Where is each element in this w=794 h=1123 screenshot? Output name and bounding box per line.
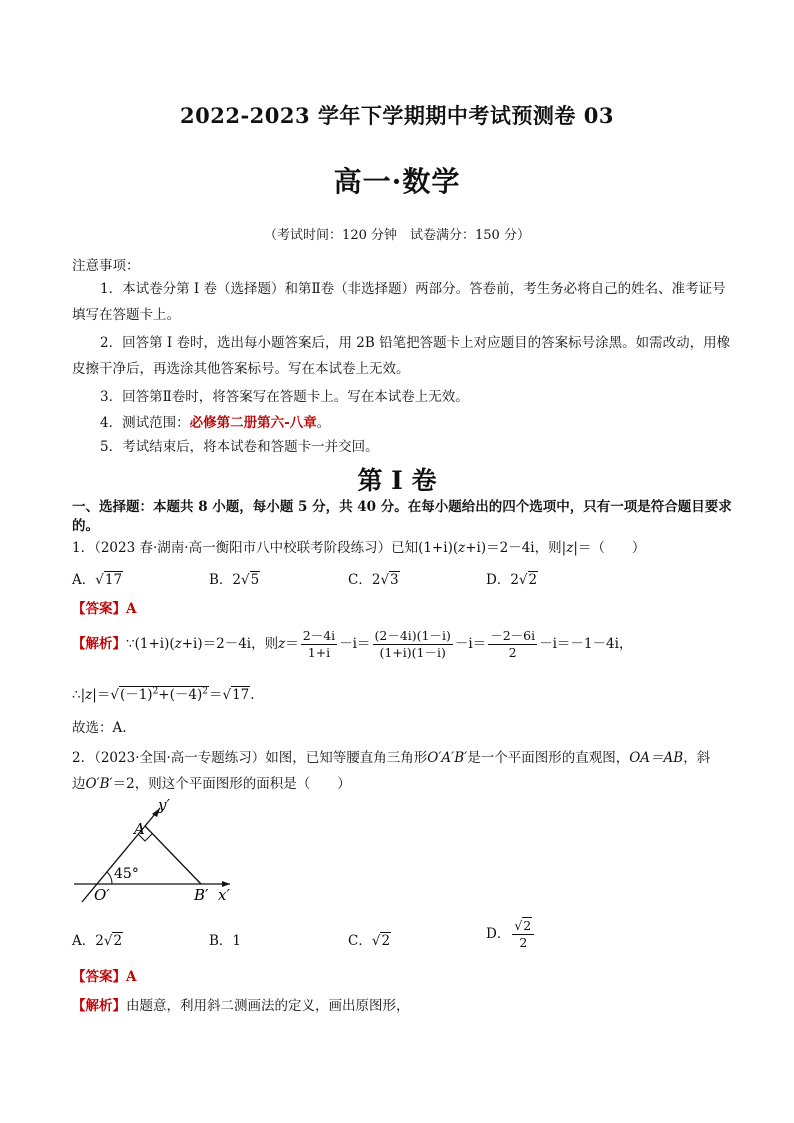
notice-item-2: 2．回答第 I 卷时，选出每小题答案后，用 2B 铅笔把答题卡上对应题目的答案标号涂黑。如需改动，用橡皮擦干净后，再选涂其他答案标号。写在本试卷上无效。: [72, 335, 731, 377]
subject-title: 高一·数学: [333, 165, 461, 198]
q2-option-c: C．√2: [348, 933, 391, 949]
q1-stem-prefix: 1．（2023 春·湖南·高一衡阳市八中校联考阶段练习）已知: [72, 540, 419, 556]
q1-stem-suffix: ，则: [534, 540, 562, 556]
exam-info: （考试时间：120 分钟 试卷满分：150 分）: [264, 228, 530, 243]
q1-option-a: A．√17: [72, 572, 123, 588]
label-a: A′: [134, 820, 149, 838]
q1-option-b: B．2√5: [209, 572, 260, 588]
section-heading: 一、选择题：本题共 8 小题，每小题 5 分，共 40 分。在每小题给出的四个选项中，只有一项是符合题目要求的。: [72, 499, 732, 534]
notice-item-4-prefix: 4．测试范围：: [100, 415, 190, 431]
q1-answer: 【答案】A: [72, 601, 137, 617]
label-angle: 45°: [114, 866, 139, 882]
q1-option-d: D．2√2: [486, 572, 538, 588]
q2-analysis: 【解析】由题意，利用斜二测画法的定义，画出原图形，: [72, 998, 410, 1014]
q1-modulus: |z|: [561, 540, 578, 556]
notice-item-3: 3．回答第Ⅱ卷时，将答案写在答题卡上。写在本试卷上无效。: [100, 389, 469, 405]
notice-item-4-scope: 必修第二册第六-八章: [189, 415, 317, 431]
notice-item-1: 1．本试卷分第 I 卷（选择题）和第Ⅱ卷（非选择题）两部分。答卷前，考生务必将自己的姓名、准考证号填写在答题卡上。: [72, 281, 726, 323]
label-x: x′: [218, 886, 230, 904]
q1-stem-end: ＝（ ）: [577, 540, 646, 556]
exam-title: 2022-2023 学年下学期期中考试预测卷 03: [180, 103, 614, 128]
q1-modulus-calc: $\therefore|z|=√(-1)^2+(-4)^2=√17$.: [72, 686, 255, 703]
q2-option-a: A．2√2: [72, 933, 123, 949]
segment-ab: [145, 826, 201, 884]
notice-item-5: 5．考试结束后，将本试卷和答题卡一并交回。: [100, 439, 379, 455]
label-o: O′: [94, 886, 110, 904]
q2-option-b: B．1: [209, 933, 242, 949]
q2-answer: 【答案】A: [72, 969, 137, 985]
question-1-stem: [72, 536, 645, 556]
angle-arc: [107, 872, 112, 884]
notice-title: 注意事项：: [72, 258, 140, 274]
label-b: B′: [194, 886, 209, 904]
label-y: y′: [158, 796, 170, 814]
volume-title: 第 I 卷: [357, 466, 437, 495]
q2-figure: [70, 796, 250, 908]
q1-equation: (1+i)(z+i)＝2－4i: [418, 540, 535, 556]
q2-option-d: D． $\frac{√2}{2}$: [486, 918, 536, 951]
question-2-stem-line-2: 边O′B′＝2，则这个平面图形的面积是（ ）: [72, 776, 351, 792]
notice-item-4: [72, 410, 732, 436]
q1-conclusion: 故选：A.: [72, 720, 127, 736]
q1-analysis: 【解析】∵(1+i)(z+i)＝2－4i，则z＝ $\frac{2-4i}{1+i}$ －i＝ $\frac{(2-4i)(1-i)}{(1+i)(1-i)}$ －i＝ $\frac{-2-6i}{2}$ －i＝－1－4i，: [72, 628, 633, 660]
question-2-stem-line-1: 2．（2023·全国·高一专题练习）如图，已知等腰直角三角形O′A′B′是一个平面图形的直观图，OA＝AB，斜: [72, 750, 711, 766]
notice-item-4-suffix: 。: [316, 415, 331, 431]
q1-option-c: C．2√3: [348, 572, 399, 588]
